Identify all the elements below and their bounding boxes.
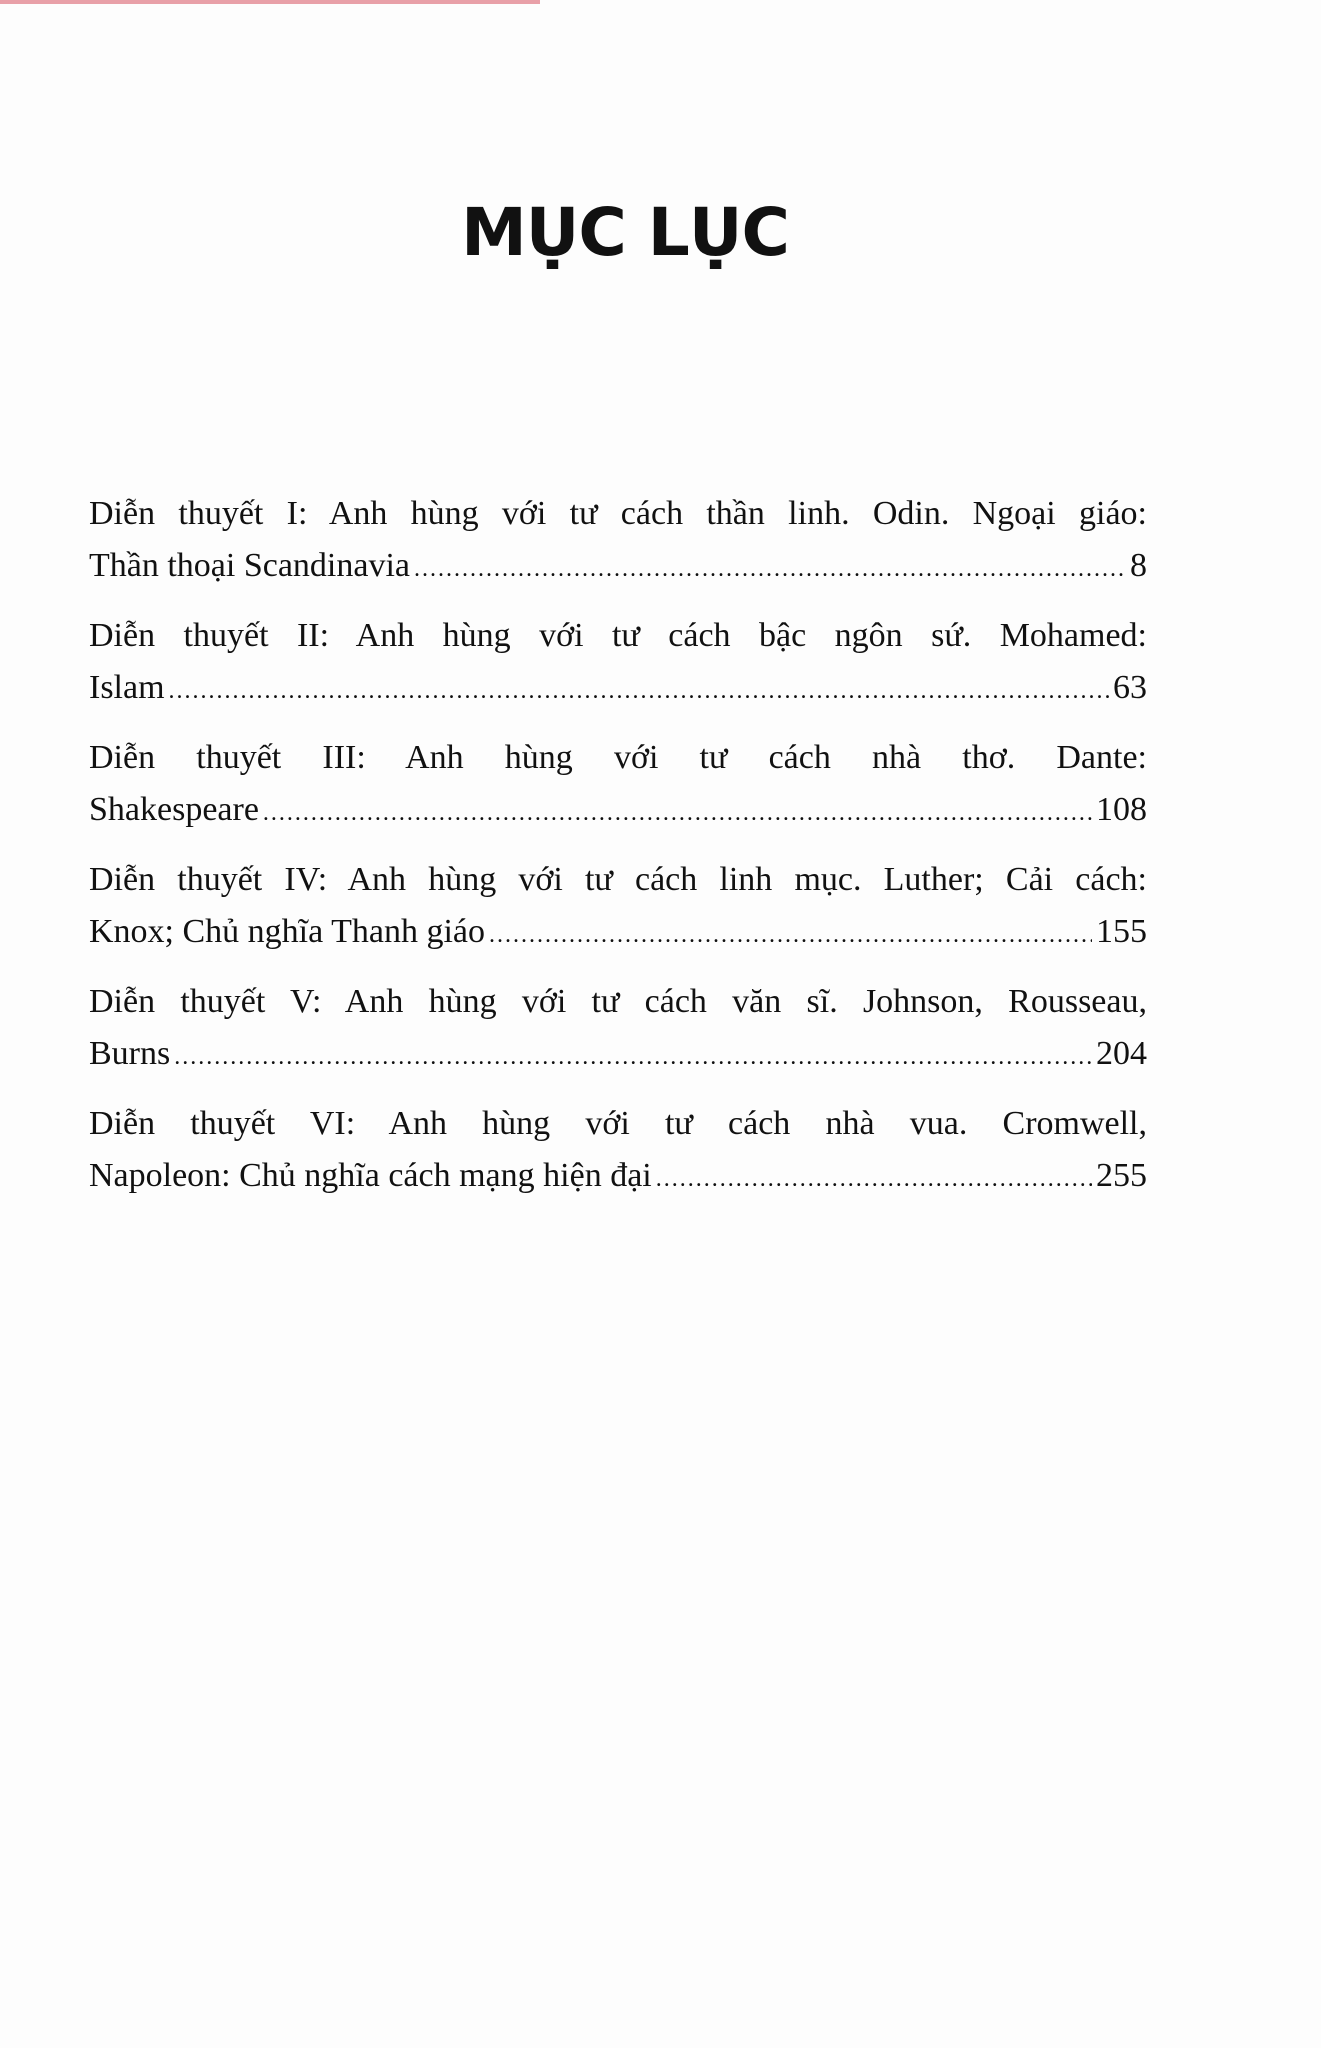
toc-entry[interactable] xyxy=(89,1098,1147,1205)
toc-entry-title: Diễn thuyết IV: Anh hùng với tư cách linh mục. Luther; Cải cách: xyxy=(89,861,1147,898)
dot-leader xyxy=(169,665,1109,717)
toc-entry-title: Diễn thuyết III: Anh hùng với tư cách nhà thơ. Dante: xyxy=(89,739,1147,776)
toc-page-number: 8 xyxy=(1130,547,1147,584)
toc-entry-subtitle: Napoleon: Chủ nghĩa cách mạng hiện đại xyxy=(89,1157,652,1194)
dot-leader xyxy=(263,787,1092,839)
toc-entry-title: Diễn thuyết VI: Anh hùng với tư cách nhà vua. Cromwell, xyxy=(89,1105,1147,1142)
toc-entry[interactable] xyxy=(89,488,1147,595)
dot-leader xyxy=(489,909,1092,961)
toc-page-number: 63 xyxy=(1113,669,1147,706)
toc-entry-subtitle: Knox; Chủ nghĩa Thanh giáo xyxy=(89,913,485,950)
toc-page-number: 155 xyxy=(1096,913,1147,950)
toc-entry-title: Diễn thuyết I: Anh hùng với tư cách thần linh. Odin. Ngoại giáo: xyxy=(89,495,1147,532)
toc-entry[interactable] xyxy=(89,610,1147,717)
page-edge-mark xyxy=(0,0,540,4)
dot-leader xyxy=(414,543,1126,595)
toc-entry-subtitle: Shakespeare xyxy=(89,791,259,828)
toc-entry-title: Diễn thuyết V: Anh hùng với tư cách văn sĩ. Johnson, Rousseau, xyxy=(89,983,1147,1020)
page-title: MỤC LỤC xyxy=(461,194,789,272)
dot-leader xyxy=(656,1153,1092,1205)
toc-entry[interactable] xyxy=(89,854,1147,961)
toc-entry-title: Diễn thuyết II: Anh hùng với tư cách bậc ngôn sứ. Mohamed: xyxy=(89,617,1147,654)
toc-page-number: 255 xyxy=(1096,1157,1147,1194)
toc-entry[interactable] xyxy=(89,976,1147,1083)
toc-entry-subtitle: Islam xyxy=(89,669,165,706)
toc-page-number: 108 xyxy=(1096,791,1147,828)
toc-entry-subtitle: Burns xyxy=(89,1035,171,1072)
toc-entry-subtitle: Thần thoại Scandinavia xyxy=(89,547,411,584)
toc-page-number: 204 xyxy=(1096,1035,1147,1072)
toc-entry[interactable] xyxy=(89,732,1147,839)
dot-leader xyxy=(174,1031,1092,1083)
table-of-contents xyxy=(89,488,1147,1220)
